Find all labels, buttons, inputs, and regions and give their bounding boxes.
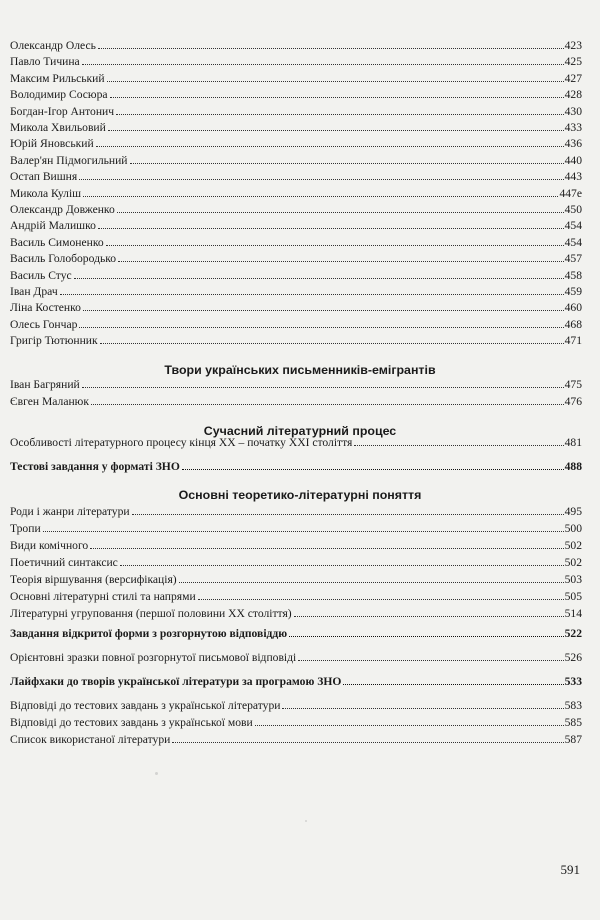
toc-entry[interactable] [10, 269, 582, 283]
toc-entry[interactable] [10, 55, 582, 69]
toc-entry-page: 433 [564, 121, 582, 134]
toc-entry-page: 430 [564, 104, 582, 118]
toc-entry[interactable] [10, 121, 582, 135]
toc-entry-label: Юрій Яновський [10, 137, 94, 151]
toc-entry-page: 457 [564, 252, 582, 266]
toc-entry-page: 447е [559, 186, 582, 200]
toc-entry-label: Роди і жанри літератури [10, 505, 130, 518]
leader-dots [130, 162, 564, 164]
toc-entry-page: 495 [564, 505, 582, 518]
toc-entry-page: 454 [564, 235, 582, 249]
toc-entry[interactable] [10, 378, 582, 392]
leader-dots [107, 80, 564, 82]
toc-entry-page: 423 [564, 39, 582, 52]
leader-dots [116, 113, 564, 115]
toc-entry[interactable] [10, 436, 582, 450]
toc-entry[interactable] [10, 395, 582, 409]
heading-theory: Основні теоретико-літературні поняття [178, 488, 422, 502]
toc-entry-label: Види комічного [10, 539, 89, 552]
toc-entry[interactable] [10, 334, 582, 348]
toc-entry[interactable] [10, 88, 582, 102]
leader-dots [118, 260, 564, 262]
leader-dots [79, 178, 563, 180]
toc-entry[interactable] [10, 699, 582, 713]
toc-entry-label: Поетичний синтаксис [10, 556, 118, 569]
leader-dots [79, 326, 563, 328]
toc-entry-page: 460 [564, 301, 582, 315]
toc-entry-page: 522 [564, 627, 582, 640]
toc-entry-label: Василь Голобородько [10, 252, 117, 266]
leader-dots [117, 211, 564, 213]
toc-entry-page: 481 [564, 436, 582, 449]
toc-entry-label: Літературні угруповання (першої половини XX століття) [10, 607, 292, 620]
leader-dots [298, 659, 563, 661]
print-speck [155, 772, 158, 775]
toc-entry-label: Особливості літературного процесу кінця XX – початку XXI століття [10, 436, 353, 449]
toc-entry-page: 533 [564, 675, 582, 688]
toc-entry[interactable] [10, 573, 582, 587]
leader-dots [108, 129, 564, 131]
toc-entry-label: Лайфхаки до творів української літератури за програмою ЗНО [10, 675, 342, 688]
toc-entry-label: Іван Багряний [10, 378, 80, 391]
leader-dots [198, 598, 564, 600]
toc-entry[interactable] [10, 72, 582, 86]
toc-entry[interactable] [10, 170, 582, 184]
heading-modern: Сучасний літературний процес [203, 424, 397, 438]
leader-dots [43, 530, 564, 532]
toc-entry[interactable] [10, 733, 582, 747]
toc-entry-page: 440 [564, 153, 582, 167]
leader-dots [98, 227, 564, 229]
toc-entry-page: 502 [564, 539, 582, 552]
toc-entry[interactable] [10, 203, 582, 217]
toc-entry[interactable] [10, 318, 582, 332]
toc-entry-label: Іван Драч [10, 285, 58, 298]
leader-dots [172, 741, 563, 743]
toc-entry-label: Євген Маланюк [10, 395, 89, 408]
leader-dots [83, 195, 558, 197]
toc-entry-page: 585 [564, 716, 582, 729]
leader-dots [100, 342, 564, 344]
toc-entry[interactable] [10, 137, 582, 151]
toc-entry[interactable] [10, 607, 582, 621]
toc-entry-page: 503 [564, 573, 582, 586]
toc-entry-label: Валер'ян Підмогильний [10, 153, 128, 167]
toc-entry-label: Павло Тичина [10, 55, 80, 69]
toc-entry-page: 427 [564, 71, 582, 85]
leader-dots [98, 47, 564, 49]
toc-entry-label: Відповіді до тестових завдань з української мови [10, 716, 253, 729]
toc-entry-page: 502 [564, 556, 582, 569]
toc-entry-label: Тропи [10, 522, 41, 535]
leader-dots [255, 724, 564, 726]
toc-entry[interactable] [10, 556, 582, 570]
toc-entry-label: Андрій Малишко [10, 219, 96, 233]
toc-entry-page: 475 [564, 378, 582, 391]
toc-entry[interactable] [10, 285, 582, 299]
toc-entry-page: 514 [564, 607, 582, 620]
toc-entry-page: 526 [564, 651, 582, 664]
toc-entry-label: Ліна Костенко [10, 301, 81, 315]
toc-entry[interactable] [10, 539, 582, 553]
leader-dots [179, 581, 564, 583]
toc-entry-label: Максим Рильський [10, 71, 105, 85]
leader-dots [82, 386, 564, 388]
leader-dots [282, 707, 563, 709]
toc-entry[interactable] [10, 187, 582, 201]
toc-entry[interactable] [10, 505, 582, 519]
toc-entry-label: Володимир Сосюра [10, 88, 108, 102]
toc-entry-page: 471 [564, 334, 582, 348]
toc-entry-page: 468 [564, 317, 582, 331]
toc-entry-label: Богдан-Ігор Антонич [10, 104, 115, 118]
toc-entry-page: 476 [564, 395, 582, 408]
toc-entry[interactable] [10, 522, 582, 536]
leader-dots [294, 615, 564, 617]
toc-entry-label: Остап Вишня [10, 170, 78, 184]
leader-dots [91, 403, 564, 405]
toc-entry-label: Список використаної літератури [10, 733, 171, 746]
toc-entry-page: 488 [564, 460, 582, 473]
leader-dots [82, 63, 564, 65]
toc-entry-page: 436 [564, 137, 582, 151]
toc-entry[interactable] [10, 252, 582, 266]
toc-entry-page: 428 [564, 88, 582, 102]
print-speck [305, 820, 307, 822]
toc-entry[interactable] [10, 154, 582, 168]
toc-entry-page: 458 [564, 268, 582, 282]
toc-entry-lifehacks[interactable] [10, 675, 582, 689]
toc-entry-label: Григір Тютюнник [10, 334, 98, 348]
toc-entry-label: Микола Хвильовий [10, 121, 106, 134]
toc-entry-page: 459 [564, 285, 582, 298]
leader-dots [110, 96, 564, 98]
toc-entry[interactable] [10, 301, 582, 315]
leader-dots [182, 468, 564, 470]
toc-entry[interactable] [10, 716, 582, 730]
toc-entry-page: 454 [564, 219, 582, 233]
leader-dots [83, 309, 564, 311]
toc-entry-label: Відповіді до тестових завдань з української літератури [10, 699, 281, 712]
toc-entry-page: 587 [564, 733, 582, 746]
leader-dots [74, 277, 564, 279]
toc-entry-label: Завдання відкритої форми з розгорнутою відповіддю [10, 627, 288, 640]
leader-dots [343, 683, 563, 685]
toc-entry-page: 500 [564, 522, 582, 535]
toc-entry-label: Орієнтовні зразки повної розгорнутої письмової відповіді [10, 651, 297, 664]
toc-entry[interactable] [10, 105, 582, 119]
leader-dots [106, 244, 564, 246]
toc-entry[interactable] [10, 219, 582, 233]
leader-dots [289, 635, 563, 637]
leader-dots [120, 564, 564, 566]
page-number: 591 [560, 862, 580, 877]
toc-entry-label: Олександр Олесь [10, 39, 96, 52]
toc-entry-label: Тестові завдання у форматі ЗНО [10, 460, 180, 473]
toc-entry-page: 425 [564, 55, 582, 69]
toc-entry-page: 505 [564, 590, 582, 603]
toc-entry-label: Василь Стус [10, 268, 72, 282]
toc-entry-page: 450 [564, 203, 582, 216]
toc-entry-label: Основні літературні стилі та напрями [10, 590, 196, 603]
toc-entry[interactable] [10, 590, 582, 604]
toc-entry-tests[interactable] [10, 460, 582, 474]
toc-entry-label: Олександр Довженко [10, 203, 115, 216]
toc-entry-samples[interactable] [10, 651, 582, 665]
toc-entry-open-tasks[interactable] [10, 627, 582, 641]
toc-entry-page: 443 [564, 170, 582, 184]
toc-entry[interactable] [10, 236, 582, 250]
toc-entry-label: Василь Симоненко [10, 235, 104, 249]
leader-dots [90, 547, 563, 549]
leader-dots [354, 444, 563, 446]
heading-emigrants: Твори українських письменників-емігрантів [164, 363, 436, 377]
leader-dots [96, 145, 564, 147]
toc-entry[interactable] [10, 39, 582, 53]
toc-entry-label: Микола Куліш [10, 186, 82, 200]
toc-entry-label: Олесь Гончар [10, 317, 78, 331]
toc-entry-page: 583 [564, 699, 582, 712]
toc-entry-label: Теорія віршування (версифікація) [10, 573, 177, 586]
leader-dots [132, 513, 564, 515]
leader-dots [60, 293, 564, 295]
